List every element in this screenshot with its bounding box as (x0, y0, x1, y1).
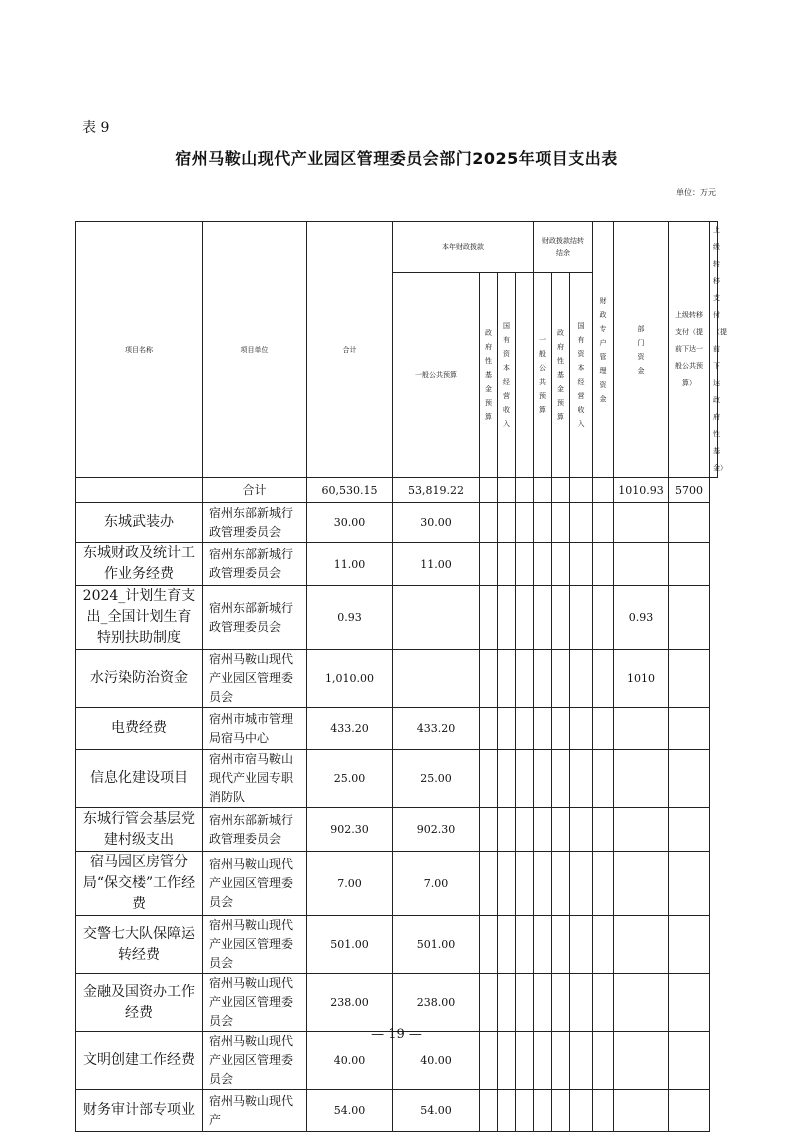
header-extra-column (516, 272, 534, 477)
project-general-budget: 433.20 (393, 708, 480, 750)
project-name: 东城财政及统计工作业务经费 (76, 543, 203, 586)
empty-cell (669, 974, 710, 1032)
project-unit: 宿州马鞍山现代产业园区管理委员会 (203, 1032, 307, 1090)
empty-cell (516, 852, 534, 916)
project-transfer-general: 1010 (614, 650, 669, 708)
table-row (76, 974, 718, 1032)
project-general-budget: 902.30 (393, 808, 480, 852)
total-label: 合计 (203, 478, 307, 503)
empty-cell (498, 808, 516, 852)
empty-cell (498, 750, 516, 808)
project-total: 902.30 (307, 808, 393, 852)
header-carry-state-capital: 国有资本经营收入 (570, 272, 593, 477)
project-general-budget: 40.00 (393, 1032, 480, 1090)
empty-cell (480, 916, 498, 974)
project-transfer-general (614, 503, 669, 543)
empty-cell (669, 916, 710, 974)
empty-cell (498, 650, 516, 708)
empty-cell (498, 543, 516, 586)
empty-cell (480, 708, 498, 750)
empty-cell (552, 852, 570, 916)
table-row (76, 650, 718, 708)
header-transfer-fund: 上级转移支付（提前下达政府性基金） (710, 222, 718, 478)
project-transfer-general (614, 708, 669, 750)
empty-cell (593, 543, 614, 586)
empty-cell (552, 708, 570, 750)
document-title: 宿州马鞍山现代产业园区管理委员会部门2025年项目支出表 (175, 149, 618, 168)
project-unit: 宿州东部新城行政管理委员会 (203, 503, 307, 543)
project-general-budget: 54.00 (393, 1090, 480, 1132)
empty-cell (516, 650, 534, 708)
empty-cell (498, 708, 516, 750)
project-unit: 宿州马鞍山现代产 (203, 1090, 307, 1132)
project-unit: 宿州东部新城行政管理委员会 (203, 586, 307, 650)
project-general-budget (393, 650, 480, 708)
empty-cell (480, 1090, 498, 1132)
project-unit: 宿州马鞍山现代产业园区管理委员会 (203, 916, 307, 974)
header-current-year-group: 本年财政拨款 (393, 222, 534, 273)
empty-cell (570, 750, 593, 808)
empty-cell (516, 916, 534, 974)
empty-cell (669, 586, 710, 650)
header-dept-funds: 部门资金 (614, 222, 669, 478)
table-row (76, 503, 718, 543)
empty-cell (593, 750, 614, 808)
empty-cell (534, 503, 552, 543)
empty-cell (552, 808, 570, 852)
project-transfer-general: 0.93 (614, 586, 669, 650)
empty-cell (534, 916, 552, 974)
project-transfer-general (614, 808, 669, 852)
table-row (76, 1090, 718, 1132)
empty-cell (516, 808, 534, 852)
project-total: 25.00 (307, 750, 393, 808)
project-total: 7.00 (307, 852, 393, 916)
empty-cell (534, 974, 552, 1032)
empty-cell (669, 503, 710, 543)
empty-cell (570, 586, 593, 650)
empty-cell (570, 974, 593, 1032)
project-transfer-general (614, 974, 669, 1032)
empty-cell (669, 543, 710, 586)
project-transfer-general (614, 1090, 669, 1132)
empty-cell (516, 503, 534, 543)
empty-cell (669, 852, 710, 916)
header-project-name: 项目名称 (76, 222, 203, 478)
empty-cell (593, 974, 614, 1032)
empty-cell (570, 543, 593, 586)
project-name: 文明创建工作经费 (76, 1032, 203, 1090)
empty-cell (498, 586, 516, 650)
empty-cell (593, 503, 614, 543)
project-unit: 宿州东部新城行政管理委员会 (203, 808, 307, 852)
unit-note: 单位：万元 (676, 188, 716, 197)
header-state-capital: 国有资本经营收入 (498, 272, 516, 477)
header-gov-fund: 政府性基金预算 (480, 272, 498, 477)
project-transfer-general (614, 916, 669, 974)
header-transfer-general: 上级转移支付（提前下达一般公共预算） (669, 222, 710, 478)
empty-cell (534, 1090, 552, 1132)
empty-cell (552, 750, 570, 808)
project-unit: 宿州东部新城行政管理委员会 (203, 543, 307, 586)
empty-cell (534, 586, 552, 650)
project-name: 2024_计划生育支出_全国计划生育特别扶助制度 (76, 586, 203, 650)
empty-cell (534, 852, 552, 916)
empty-cell (516, 974, 534, 1032)
project-name: 金融及国资办工作经费 (76, 974, 203, 1032)
project-unit: 宿州马鞍山现代产业园区管理委员会 (203, 974, 307, 1032)
empty-cell (593, 708, 614, 750)
empty-cell (516, 750, 534, 808)
empty-cell (480, 852, 498, 916)
total-general-budget: 53,819.22 (393, 478, 480, 503)
header-project-unit: 项目单位 (203, 222, 307, 478)
table-row (76, 586, 718, 650)
empty-cell (498, 916, 516, 974)
project-unit: 宿州马鞍山现代产业园区管理委员会 (203, 650, 307, 708)
project-name: 财务审计部专项业 (76, 1090, 203, 1132)
table-row (76, 916, 718, 974)
header-total: 合计 (307, 222, 393, 478)
project-transfer-general (614, 750, 669, 808)
project-total: 501.00 (307, 916, 393, 974)
project-name: 水污染防治资金 (76, 650, 203, 708)
project-name: 信息化建设项目 (76, 750, 203, 808)
empty-cell (480, 650, 498, 708)
project-unit: 宿州市宿马鞍山现代产业园专职消防队 (203, 750, 307, 808)
project-expenditure-table (75, 221, 727, 1132)
empty-cell (534, 708, 552, 750)
total-transfer-general: 1010.93 (614, 478, 669, 503)
empty-cell (516, 1090, 534, 1132)
total-row (76, 478, 718, 503)
empty-cell (516, 586, 534, 650)
project-general-budget: 501.00 (393, 916, 480, 974)
empty-cell (593, 808, 614, 852)
total-transfer-fund: 5700 (669, 478, 710, 503)
project-general-budget: 7.00 (393, 852, 480, 916)
empty-cell (570, 503, 593, 543)
project-name: 交警七大队保障运转经费 (76, 916, 203, 974)
empty-cell (552, 916, 570, 974)
page-number: — 19 — (371, 1027, 422, 1042)
header-carry-general: 一般公共预算 (534, 272, 552, 477)
empty-cell (498, 503, 516, 543)
header-fiscal-special: 财政专户管理资金 (593, 222, 614, 478)
empty-cell (534, 750, 552, 808)
empty-cell (570, 916, 593, 974)
project-name: 东城武装办 (76, 503, 203, 543)
header-row-1 (76, 222, 718, 273)
project-name: 宿马园区房管分局“保交楼”工作经费 (76, 852, 203, 916)
table-row (76, 543, 718, 586)
empty-cell (570, 1090, 593, 1132)
empty-cell (534, 650, 552, 708)
empty-cell (593, 852, 614, 916)
empty-cell (570, 808, 593, 852)
empty-cell (593, 1090, 614, 1132)
project-total: 0.93 (307, 586, 393, 650)
empty-cell (669, 750, 710, 808)
empty-cell (498, 1090, 516, 1132)
table-row (76, 852, 718, 916)
project-total: 11.00 (307, 543, 393, 586)
empty-cell (498, 852, 516, 916)
project-unit: 宿州市城市管理局宿马中心 (203, 708, 307, 750)
project-general-budget (393, 586, 480, 650)
empty-cell (669, 708, 710, 750)
empty-cell (552, 503, 570, 543)
empty-cell (480, 750, 498, 808)
empty-cell (480, 974, 498, 1032)
project-general-budget: 30.00 (393, 503, 480, 543)
empty-cell (570, 708, 593, 750)
empty-cell (498, 974, 516, 1032)
empty-cell (669, 1090, 710, 1132)
project-transfer-general (614, 543, 669, 586)
table-row (76, 808, 718, 852)
empty-cell (552, 586, 570, 650)
project-name: 电费经费 (76, 708, 203, 750)
project-general-budget: 238.00 (393, 974, 480, 1032)
empty-cell (552, 1090, 570, 1132)
empty-cell (570, 852, 593, 916)
empty-cell (480, 503, 498, 543)
project-total: 238.00 (307, 974, 393, 1032)
empty-cell (669, 808, 710, 852)
table-row (76, 708, 718, 750)
empty-cell (534, 808, 552, 852)
project-total: 40.00 (307, 1032, 393, 1090)
project-general-budget: 11.00 (393, 543, 480, 586)
empty-cell (480, 586, 498, 650)
empty-cell (480, 543, 498, 586)
table-row (76, 750, 718, 808)
table-label: 表 9 (82, 120, 110, 136)
empty-cell (534, 543, 552, 586)
project-total: 54.00 (307, 1090, 393, 1132)
empty-cell (552, 543, 570, 586)
header-general-budget: 一般公共预算 (393, 272, 480, 477)
project-general-budget: 25.00 (393, 750, 480, 808)
empty-cell (593, 916, 614, 974)
total-amount: 60,530.15 (307, 478, 393, 503)
empty-cell (570, 650, 593, 708)
project-transfer-general (614, 852, 669, 916)
empty-cell (669, 650, 710, 708)
empty-cell (480, 808, 498, 852)
project-total: 433.20 (307, 708, 393, 750)
project-name: 东城行管会基层党建村级支出 (76, 808, 203, 852)
empty-cell (593, 650, 614, 708)
project-total: 1,010.00 (307, 650, 393, 708)
empty-cell (516, 543, 534, 586)
empty-cell (552, 974, 570, 1032)
empty-cell (552, 650, 570, 708)
project-total: 30.00 (307, 503, 393, 543)
header-carry-gov-fund: 政府性基金预算 (552, 272, 570, 477)
empty-cell (593, 586, 614, 650)
empty-cell (516, 708, 534, 750)
project-unit: 宿州马鞍山现代产业园区管理委员会 (203, 852, 307, 916)
header-carryover-group: 财政拨款结转结余 (534, 222, 593, 273)
